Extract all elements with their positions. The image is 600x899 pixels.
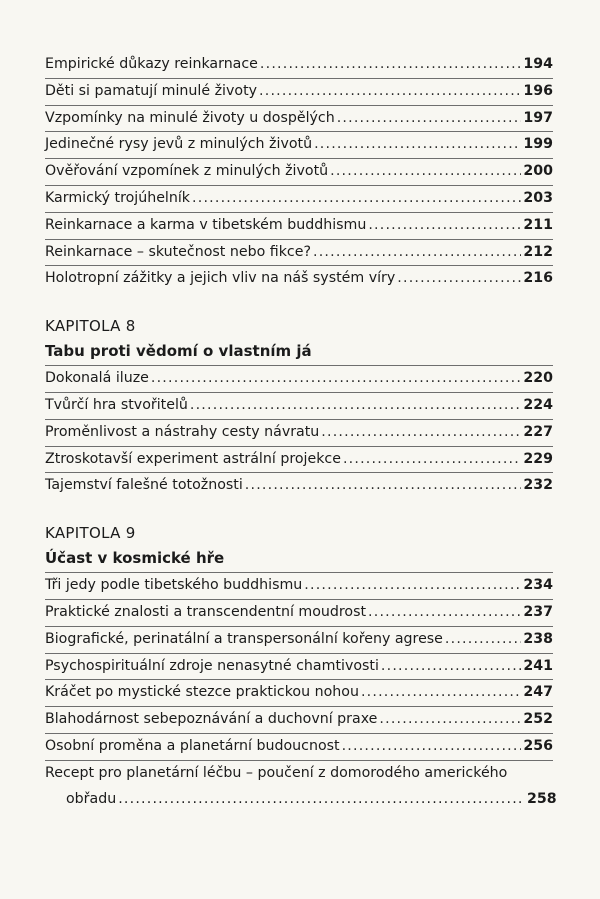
toc-entry-page: 211: [523, 216, 553, 233]
toc-entry-title: Empirické důkazy reinkarnace: [45, 56, 258, 72]
dot-leader: [330, 159, 521, 185]
toc-entry-title: Karmický trojúhelník: [45, 189, 191, 206]
toc-entry-page: 216: [523, 270, 553, 287]
toc-entry-title: Proměnlivost a nástrahy cesty návratu: [45, 423, 320, 440]
toc-entry-title: Reinkarnace a karma v tibetském buddhismu: [45, 216, 367, 233]
toc-entry[interactable]: [45, 627, 553, 653]
toc-entry-title: Kráčet po mystické stezce praktickou nohou: [45, 684, 359, 701]
dot-leader: [321, 420, 521, 446]
toc-entry[interactable]: [45, 106, 553, 132]
toc-entry-title: Ztroskotavší experiment astrální projekce: [45, 450, 341, 467]
toc-entry-page: 237: [523, 603, 553, 620]
chapter-label: KAPITOLA 8: [45, 317, 136, 336]
toc-entry-page: 194: [523, 56, 553, 72]
chapter-title[interactable]: Účast v kosmické hře: [45, 549, 225, 568]
toc-entry[interactable]: [45, 654, 553, 680]
toc-entry-page: 247: [523, 684, 553, 701]
toc-entry-title-line2: obřadu: [66, 790, 117, 807]
dot-leader: [343, 447, 521, 473]
toc-entry[interactable]: [45, 186, 553, 212]
toc-entry-title: Vzpomínky na minulé životy u dospělých: [45, 109, 335, 126]
toc-entry[interactable]: [45, 573, 553, 599]
toc-entry-page: 238: [523, 630, 553, 647]
toc-entry-page: 232: [523, 477, 553, 494]
toc-entry-page: 203: [523, 189, 553, 206]
toc-entry-title: Psychospirituální zdroje nenasytné chamtivosti: [45, 657, 379, 674]
toc-entry[interactable]: [45, 132, 553, 158]
toc-entry[interactable]: [45, 447, 553, 473]
toc-entry-page: 224: [523, 396, 553, 413]
toc-entry-title: Jedinečné rysy jevů z minulých životů: [45, 136, 313, 153]
dot-leader: [381, 654, 521, 680]
toc-entry-title: Biografické, perinatální a transpersonální kořeny agrese: [45, 630, 443, 647]
dot-leader: [368, 213, 521, 239]
toc-chapter-9: [45, 521, 557, 812]
chapter-label: KAPITOLA 9: [45, 524, 136, 543]
toc-entry[interactable]: [45, 52, 553, 78]
toc-entry[interactable]: [45, 213, 553, 239]
dot-leader: [260, 52, 521, 78]
toc-entry[interactable]: [45, 266, 553, 292]
toc-chapter-8: [45, 314, 553, 499]
dot-leader: [245, 473, 522, 499]
dot-leader: [304, 573, 521, 599]
table-of-contents: [45, 52, 557, 812]
toc-entry-page: 252: [523, 711, 553, 728]
toc-entry-title: Blahodárnost sebepoznávání a duchovní praxe: [45, 711, 378, 728]
dot-leader: [337, 106, 522, 132]
toc-entry[interactable]: [45, 473, 553, 499]
dot-leader: [314, 132, 521, 158]
toc-entry-page: 258: [527, 790, 557, 807]
toc-entry[interactable]: [45, 707, 553, 733]
dot-leader: [361, 680, 521, 706]
dot-leader: [192, 186, 521, 212]
toc-entry-page: 196: [523, 82, 553, 99]
toc-section-top: [45, 52, 553, 292]
toc-entry-page: 241: [523, 657, 553, 674]
dot-leader: [445, 627, 521, 653]
toc-entry-title-line2-row: [45, 787, 557, 813]
toc-entry-page: 227: [523, 423, 553, 440]
toc-entry[interactable]: [45, 734, 553, 760]
toc-entry-wrapped[interactable]: [45, 761, 557, 813]
toc-entry[interactable]: [45, 159, 553, 185]
toc-entry-page: 197: [523, 109, 553, 126]
chapter-title[interactable]: Tabu proti vědomí o vlastním já: [45, 342, 312, 361]
toc-entry-title: Holotropní zážitky a jejich vliv na náš systém víry: [45, 270, 396, 287]
toc-entry[interactable]: [45, 600, 553, 626]
dot-leader: [190, 393, 521, 419]
toc-entry-page: 220: [523, 370, 553, 387]
toc-entry-title-line1: Recept pro planetární léčbu – poučení z domorodého amerického: [45, 764, 508, 781]
dot-leader: [118, 787, 525, 813]
toc-entry-title: Dokonalá iluze: [45, 370, 149, 387]
toc-entry-title: Tvůrčí hra stvořitelů: [45, 396, 188, 413]
toc-entry[interactable]: [45, 79, 553, 105]
toc-entry[interactable]: [45, 393, 553, 419]
toc-entry[interactable]: [45, 240, 553, 266]
dot-leader: [342, 734, 522, 760]
toc-entry-page: 234: [523, 577, 553, 594]
dot-leader: [313, 240, 521, 266]
dot-leader: [151, 366, 521, 392]
toc-entry-page: 229: [523, 450, 553, 467]
toc-entry-title: Osobní proměna a planetární budoucnost: [45, 737, 340, 754]
toc-entry[interactable]: [45, 680, 553, 706]
toc-entry[interactable]: [45, 420, 553, 446]
dot-leader: [259, 79, 521, 105]
toc-entry-page: 256: [523, 737, 553, 754]
toc-entry-title: Reinkarnace – skutečnost nebo fikce?: [45, 243, 311, 260]
dot-leader: [397, 266, 521, 292]
toc-entry-page: 200: [523, 163, 553, 180]
toc-entry-title: Tři jedy podle tibetského buddhismu: [45, 577, 303, 594]
toc-entry-title: Děti si pamatují minulé životy: [45, 82, 258, 99]
toc-entry-title: Tajemství falešné totožnosti: [45, 477, 243, 494]
toc-entry-page: 212: [523, 243, 553, 260]
toc-entry-page: 199: [523, 136, 553, 153]
toc-entry[interactable]: [45, 366, 553, 392]
toc-entry-title: Ověřování vzpomínek z minulých životů: [45, 163, 329, 180]
toc-entry-title: Praktické znalosti a transcendentní moudrost: [45, 603, 367, 620]
dot-leader: [368, 600, 521, 626]
dot-leader: [379, 707, 521, 733]
